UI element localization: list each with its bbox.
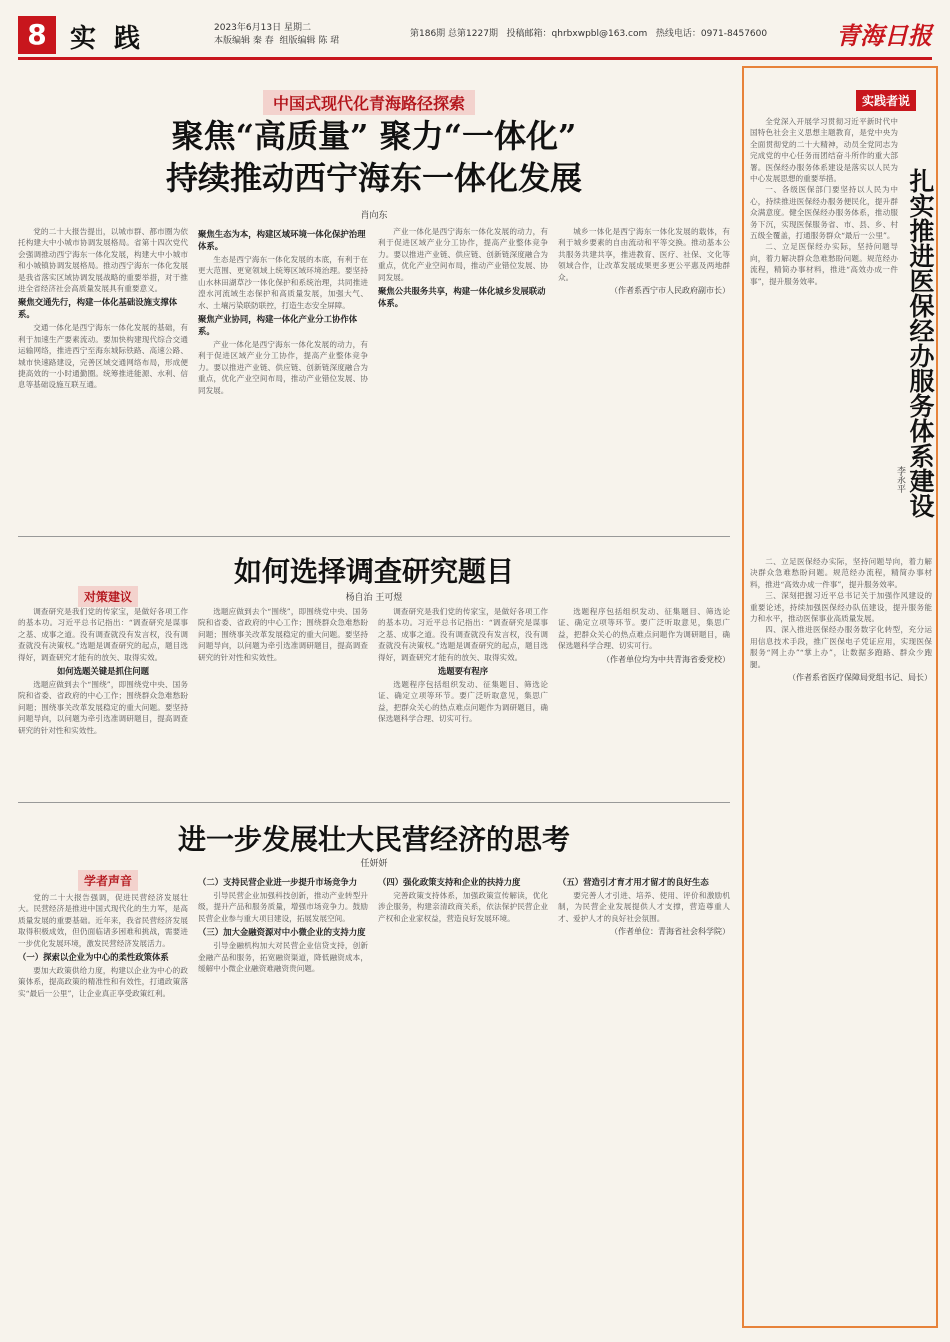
masthead-date-block bbox=[214, 22, 339, 48]
article1-author-note: （作者系西宁市人民政府副市长） bbox=[610, 286, 730, 296]
divider-1 bbox=[18, 536, 730, 537]
article1-p3-continued: 产业一体化是西宁海东一体化发展的动力，有利于促进区域产业分工协作，提高产业整体竞争力。要以推进产业链、供应链、创新链深度融合为重点，优化产业空间布局，推动产业错位发展、协同发展。 bbox=[378, 227, 548, 282]
article3-sub5: （五）营造引才育才用才留才的良好生态 bbox=[558, 877, 709, 887]
article2-sub2: 选题要有程序 bbox=[437, 666, 489, 677]
article3-col-3 bbox=[378, 874, 548, 1332]
designer: 组版编辑 陈 珺 bbox=[279, 36, 340, 46]
sidebar-p3: 二、立足医保经办实际，坚持问题导向，着力解决群众急难愁盼问题。规范经办流程，精简办事材料，推进“高效办成一件事”，提升服务效率。 bbox=[750, 242, 898, 286]
article2-column-badge: 对策建议 bbox=[78, 586, 138, 607]
series-tag: 中国式现代化青海路径探索 bbox=[224, 90, 514, 112]
article2-col-3 bbox=[378, 606, 548, 796]
article1-col-3 bbox=[378, 226, 548, 526]
article1-sub3: 聚焦产业协同，构建一体化产业分工协作体系。 bbox=[198, 314, 358, 337]
article1-col-4 bbox=[558, 226, 730, 526]
editor-credits bbox=[214, 35, 339, 48]
sidebar-p1: 全党深入开展学习贯彻习近平新时代中国特色社会主义思想主题教育，是党中央为全面贯彻党的二十大精神，动员全党同志为完成党的中心任务而团结奋斗所作的重大部署。医保经办服务体系建设是落实以人民为中心发展思想的重要举措。 bbox=[750, 117, 898, 184]
article1-headline-line2: 持续推动西宁海东一体化发展 bbox=[165, 159, 582, 197]
article1-col-1 bbox=[18, 226, 188, 526]
article1-sub1: 聚焦交通先行，构建一体化基础设施支撑体系。 bbox=[18, 297, 178, 320]
article3-p1: 党的二十大报告强调，促进民营经济发展壮大。民营经济是推进中国式现代化的生力军，是高质量发展的重要基础。近年来，我省民营经济发展取得积极成效，但仍面临诸多困难和挑战，需要进一步优化发展环境，激发民营经济发展活力。 bbox=[18, 893, 188, 948]
article3-sub1: （一）探索以企业为中心的柔性政策体系 bbox=[18, 952, 169, 963]
article3-column-badge: 学者声音 bbox=[78, 870, 138, 891]
article1-sub4: 聚焦公共服务共享，构建一体化城乡发展联动体系。 bbox=[378, 286, 546, 309]
article3-p6: 要完善人才引进、培养、使用、评价和激励机制，为民营企业发展提供人才支撑，营造尊重人才、爱护人才的良好社会氛围。 bbox=[558, 891, 730, 923]
article2-p1: 调查研究是我们党的传家宝，是做好各项工作的基本功。习近平总书记指出：“调查研究是谋事之基、成事之道。没有调查就没有发言权，没有调查就没有决策权。”选题是调查研究的起点，题目选得好，调查研究才能有的放矢、取得实效。 bbox=[18, 607, 188, 662]
article2-p1-continued: 调查研究是我们党的传家宝，是做好各项工作的基本功。习近平总书记指出：“调查研究是谋事之基、成事之道。没有调查就没有发言权，没有调查就没有决策权。”选题是调查研究的起点，题目选得好，调查研究才能有的放矢、取得实效。 bbox=[378, 607, 548, 662]
article3-author-note: （作者单位：青海省社会科学院） bbox=[610, 927, 730, 937]
article2-byline: 杨自治 王可煜 bbox=[345, 593, 403, 603]
sidebar-p4: 三、深刻把握习近平总书记关于加强作风建设的重要论述，持续加强医保经办队伍建设，提升服务能力和水平，推动医保事业高质量发展。 bbox=[750, 591, 932, 624]
article3-p4: 引导金融机构加大对民营企业信贷支持，创新金融产品和服务，拓宽融资渠道，降低融资成本，缓解中小微企业融资难融资贵问题。 bbox=[198, 941, 368, 974]
issue-number: 第186期 总第1227期 bbox=[410, 29, 498, 39]
article1-byline: 肖向东 bbox=[360, 211, 388, 221]
article1-intro: 党的二十大报告提出，以城市群、都市圈为依托构建大中小城市协调发展格局。省第十四次党代会强调推动西宁海东一体化发展，构建大中小城市和小城镇协调发展格局。推动西宁海东一体化发展是我省落实区域协调发展战略的重要举措，对于推进全省经济社会高质量发展具有重要意义。 bbox=[18, 227, 188, 294]
article1-p1: 交通一体化是西宁海东一体化发展的基础，有利于加速生产要素流动。要加快构建现代综合交通运输网络，推进西宁至海东城际铁路、高速公路、城市快速路建设，完善区域交通网络布局，形成便捷高效的一小时通勤圈。统筹推进能源、水利、信息等基础设施互联互通。 bbox=[18, 323, 188, 390]
article1-p3: 产业一体化是西宁海东一体化发展的动力，有利于促进区域产业分工协作，提高产业整体竞争力。要以推进产业链、供应链、创新链深度融合为重点，优化产业空间布局，推动产业错位发展、协同发展。 bbox=[198, 340, 368, 395]
article3-byline: 任妍妍 bbox=[360, 859, 388, 869]
article3-p3: 引导民营企业加强科技创新，推动产业转型升级，提升产品和服务质量，增强市场竞争力。鼓励民营企业参与重大项目建设，拓展发展空间。 bbox=[198, 891, 368, 923]
article2-p3-continued: 选题程序包括组织发动、征集题目、筛选论证、确定立项等环节。要广泛听取意见，集思广益，把群众关心的热点难点问题作为调研题目，确保选题科学合理、切实可行。 bbox=[558, 607, 730, 651]
masthead-contact bbox=[410, 28, 767, 41]
article1-sub2: 聚焦生态为本，构建区域环境一体化保护治理体系。 bbox=[198, 229, 366, 251]
article1-p2: 生态是西宁海东一体化发展的本底，有利于在更大范围、更宽领域上统筹区域环境治理。要坚持山水林田湖草沙一体化保护和系统治理，共同推进湟水河流域生态保护和高质量发展，加强大气、水、土壤污染联防联控，打造生态安全屏障。 bbox=[198, 255, 368, 310]
article3-p5: 完善政策支持体系，加强政策宣传解读，优化涉企服务，构建亲清政商关系，依法保护民营企业产权和企业家权益，营造良好发展环境。 bbox=[378, 891, 548, 923]
masthead-rule bbox=[18, 57, 932, 60]
sidebar-column-badge: 实践者说 bbox=[856, 90, 916, 111]
sidebar-headline: 扎实推进医保经办服务体系建设 bbox=[906, 168, 935, 518]
article3-col-2 bbox=[198, 874, 368, 1332]
article2-p3: 选题程序包括组织发动、征集题目、筛选论证、确定立项等环节。要广泛听取意见，集思广益，把群众关心的热点难点问题作为调研题目，确保选题科学合理、切实可行。 bbox=[378, 680, 548, 724]
editor: 本版编辑 秦 春 bbox=[214, 36, 274, 46]
article2-p2: 选题应做到去个“围绕”，即围绕党中央、国务院和省委、省政府的中心工作；围绕群众急难愁盼问题；围绕事关改革发展稳定的重大问题。要坚持问题导向，以问题为牵引选准调研题目，提高调查研究的针对性和实效性。 bbox=[18, 680, 188, 735]
issue-date: 2023年6月13日 星期二 bbox=[214, 23, 311, 33]
article3-headline: 进一步发展壮大民营经济的思考 bbox=[177, 823, 570, 856]
sidebar-author: 李永平 bbox=[895, 466, 905, 493]
sidebar-author-note: （作者系省医疗保障局党组书记、局长） bbox=[788, 673, 932, 683]
masthead bbox=[18, 12, 932, 56]
article3-sub2: （二）支持民营企业进一步提升市场竞争力 bbox=[198, 877, 358, 887]
page-number: 8 bbox=[18, 16, 56, 54]
article2-p2-continued: 选题应做到去个“围绕”，即围绕党中央、国务院和省委、省政府的中心工作；围绕群众急难愁盼问题；围绕事关改革发展稳定的重大问题。要坚持问题导向，以问题为牵引选准调研题目，提高调查研究的针对性和实效性。 bbox=[198, 607, 368, 662]
sidebar-p2: 一、各级医保部门要坚持以人民为中心，持续推进医保经办服务便民化，提升群众满意度。健全医保经办服务体系，推动服务下沉，实现医保服务省、市、县、乡、村五级全覆盖，打通服务群众“最后一公里”。 bbox=[750, 185, 898, 241]
sidebar-p3-continued: 二、立足医保经办实际，坚持问题导向，着力解决群众急难愁盼问题。规范经办流程，精简办事材料，推进“高效办成一件事”，提升服务效率。 bbox=[750, 557, 932, 589]
article2-col-4 bbox=[558, 606, 730, 796]
article2-col-1 bbox=[18, 606, 188, 796]
submission-email: 投稿邮箱：qhrbxwpbl@163.com bbox=[506, 29, 648, 39]
sidebar-article bbox=[742, 66, 938, 1328]
article2-sub1: 如何选题关键是抓住问题 bbox=[56, 666, 150, 677]
article3-p2: 要加大政策供给力度，构建以企业为中心的政策体系，提高政策的精准性和有效性，打通政策落实“最后一公里”，让企业真正享受政策红利。 bbox=[18, 966, 188, 998]
article2-author-note: （作者单位均为中共青海省委党校） bbox=[602, 654, 730, 664]
section-name: 实践 bbox=[70, 24, 159, 54]
newspaper-logo: 青海日报 bbox=[836, 21, 932, 50]
article2-headline: 如何选择调查研究题目 bbox=[233, 555, 514, 588]
hotline: 热线电话：0971-8457600 bbox=[655, 29, 768, 39]
sidebar-p5: 四、深入推进医保经办服务数字化转型，充分运用信息技术手段，推广医保电子凭证应用，实现医保服务“网上办”“掌上办”，让数据多跑路、群众少跑腿。 bbox=[750, 625, 932, 669]
article1-p4: 城乡一体化是西宁海东一体化发展的载体，有利于城乡要素的自由流动和平等交换。推动基本公共服务共建共享，推进教育、医疗、社保、文化等领域合作，让改革发展成果更多更公平惠及两地群众。 bbox=[558, 227, 730, 282]
divider-2 bbox=[18, 802, 730, 803]
article3-sub3: （三）加大金融资源对中小微企业的支持力度 bbox=[198, 927, 366, 938]
article3-col-4 bbox=[558, 874, 730, 1332]
article2-col-2 bbox=[198, 606, 368, 796]
article3-sub4: （四）强化政策支持和企业的扶持力度 bbox=[378, 877, 521, 887]
article1-col-2 bbox=[198, 226, 368, 526]
article1-headline-line1: 聚焦“高质量” 聚力“一体化” bbox=[171, 117, 577, 155]
sidebar-lower-text bbox=[750, 556, 932, 1316]
article3-col-1 bbox=[18, 892, 188, 1332]
